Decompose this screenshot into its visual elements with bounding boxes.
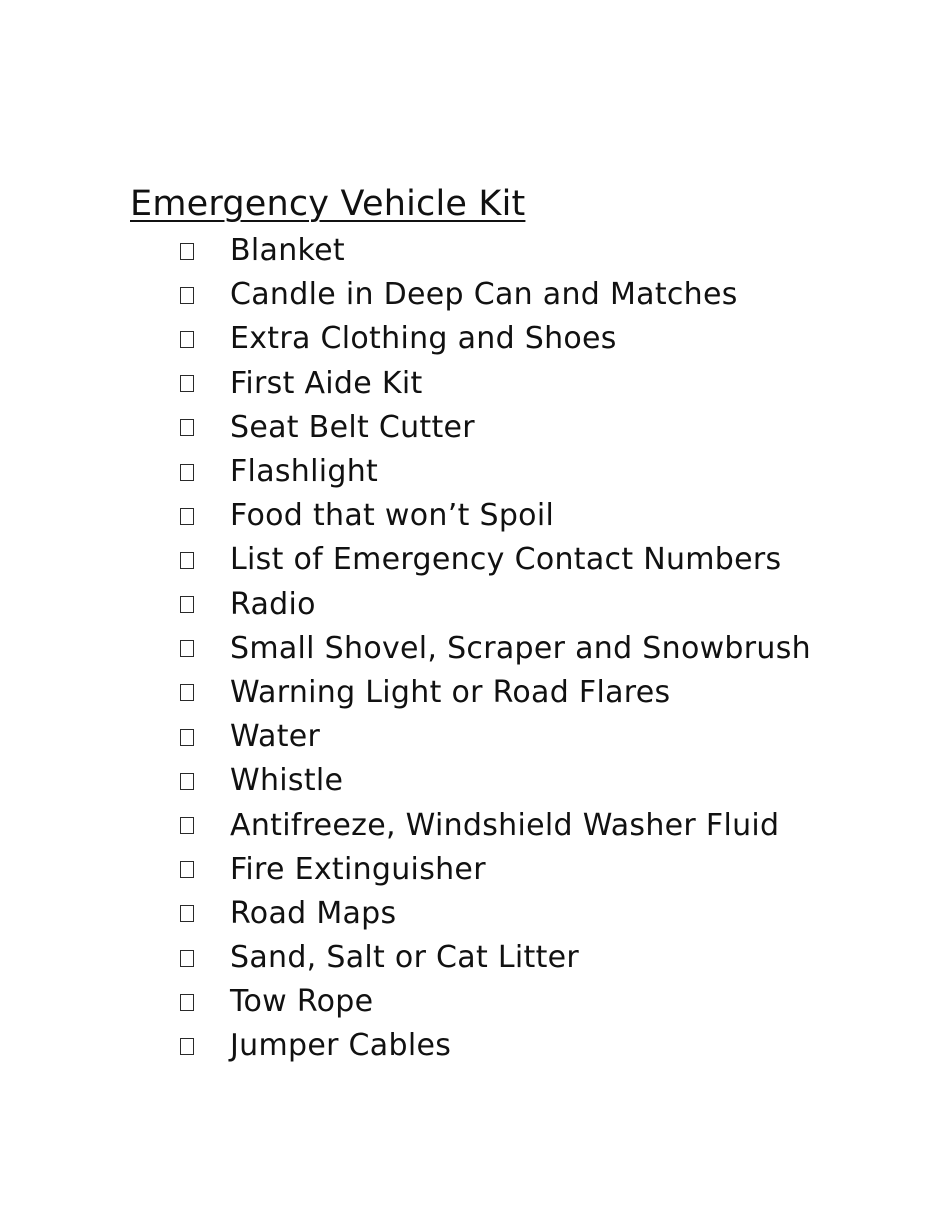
checklist-item-label: Water — [230, 719, 321, 755]
checklist-item — [180, 362, 811, 406]
checklist-item-label: Radio — [230, 586, 316, 622]
checkbox-icon[interactable] — [180, 331, 194, 348]
checkbox-icon[interactable] — [180, 640, 194, 657]
checklist-item — [180, 538, 811, 582]
checklist-item — [180, 892, 811, 936]
checklist-item-label: List of Emergency Contact Numbers — [230, 542, 782, 578]
checkbox-icon[interactable] — [180, 861, 194, 878]
checklist-item-label: Road Maps — [230, 895, 397, 931]
checklist-item — [180, 494, 811, 538]
checklist-item-label: Sand, Salt or Cat Litter — [230, 940, 580, 976]
checklist-item — [180, 450, 811, 494]
checklist-item-label: Extra Clothing and Shoes — [230, 321, 617, 357]
checklist-item-label: Candle in Deep Can and Matches — [230, 277, 738, 313]
checkbox-icon[interactable] — [180, 950, 194, 967]
checklist-item — [180, 1024, 811, 1068]
checklist-item — [180, 936, 811, 980]
checklist-item-label: Small Shovel, Scraper and Snowbrush — [230, 630, 811, 666]
checklist-item — [180, 715, 811, 759]
checkbox-icon[interactable] — [180, 905, 194, 922]
checkbox-icon[interactable] — [180, 684, 194, 701]
checklist-item — [180, 848, 811, 892]
checklist-item — [180, 317, 811, 361]
checkbox-icon[interactable] — [180, 596, 194, 613]
checklist — [180, 229, 811, 1069]
checkbox-icon[interactable] — [180, 1038, 194, 1055]
checkbox-icon[interactable] — [180, 243, 194, 260]
checklist-item — [180, 583, 811, 627]
checkbox-icon[interactable] — [180, 817, 194, 834]
checklist-item-label: Tow Rope — [230, 984, 374, 1020]
checklist-item — [180, 980, 811, 1024]
checkbox-icon[interactable] — [180, 552, 194, 569]
checklist-item — [180, 273, 811, 317]
checklist-item-label: Antifreeze, Windshield Washer Fluid — [230, 807, 780, 843]
checklist-item-label: Warning Light or Road Flares — [230, 674, 671, 710]
checklist-item-label: Jumper Cables — [230, 1028, 452, 1064]
checklist-item-label: Food that won’t Spoil — [230, 498, 555, 534]
checkbox-icon[interactable] — [180, 729, 194, 746]
checklist-item — [180, 759, 811, 803]
checkbox-icon[interactable] — [180, 994, 194, 1011]
checkbox-icon[interactable] — [180, 419, 194, 436]
checkbox-icon[interactable] — [180, 773, 194, 790]
checklist-item-label: Fire Extinguisher — [230, 851, 486, 887]
checklist-item-label: Seat Belt Cutter — [230, 409, 475, 445]
checklist-item — [180, 671, 811, 715]
checklist-item — [180, 229, 811, 273]
checkbox-icon[interactable] — [180, 508, 194, 525]
checkbox-icon[interactable] — [180, 375, 194, 392]
page-title: Emergency Vehicle Kit — [130, 184, 526, 224]
checklist-item — [180, 406, 811, 450]
checklist-item-label: Flashlight — [230, 454, 379, 490]
checkbox-icon[interactable] — [180, 464, 194, 481]
checklist-item-label: First Aide Kit — [230, 365, 423, 401]
checkbox-icon[interactable] — [180, 287, 194, 304]
checklist-item-label: Blanket — [230, 233, 345, 269]
checklist-item — [180, 627, 811, 671]
checklist-item-label: Whistle — [230, 763, 344, 799]
checklist-item — [180, 803, 811, 847]
